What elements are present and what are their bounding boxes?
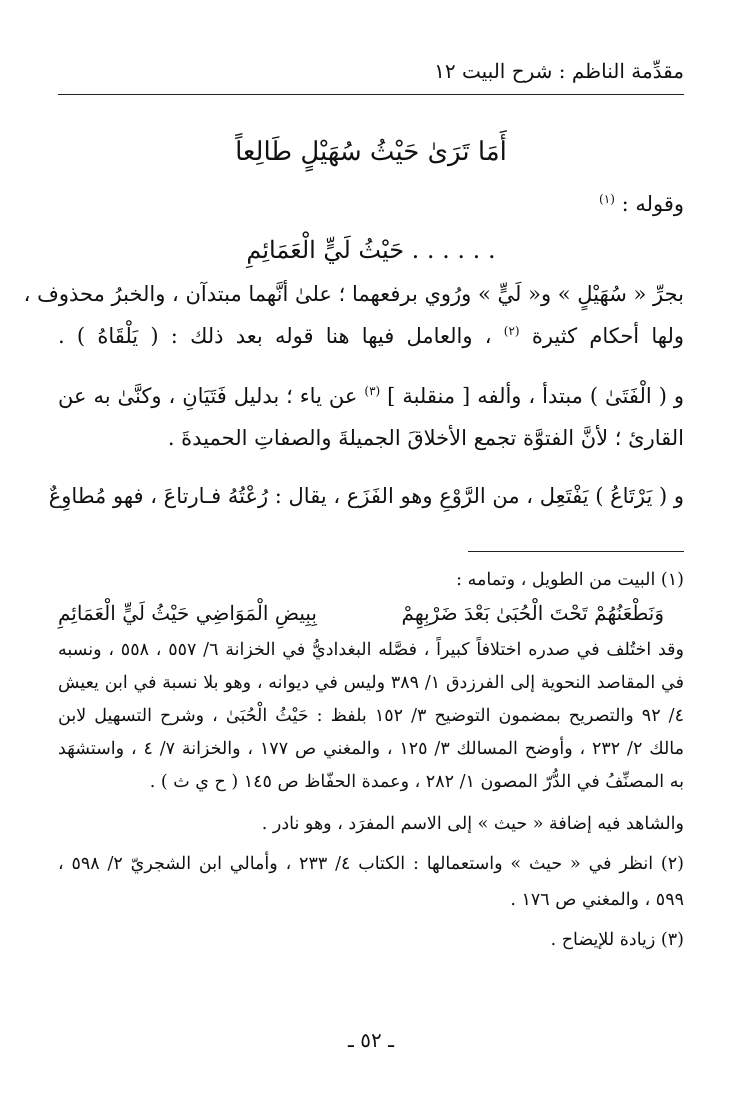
running-header: مقدِّمة الناظم : شرح البيت ١٢ — [434, 59, 684, 83]
footnote-line: ٤/ ٩٢ والتصريح بمضمون التوضيح ٣/ ١٥٢ بلفظ : حَيْثُ الْحُبَىٰ ، وشرح التسهيل لابن — [58, 706, 684, 726]
page-number: ـ ٥٢ ـ — [348, 1028, 394, 1052]
paragraph-line: بجرِّ « سُهَيْلٍ » و« لَيٍّ » ورُوي برفعهما ؛ علىٰ أنَّهما مبتدآن ، والخبرُ محذوف ، — [23, 282, 684, 306]
footnote-ref-1: (١) — [599, 192, 615, 206]
footnote-3: (٣) زيادة للإيضاح . — [550, 930, 684, 950]
verse-quote: أَمَا تَرَىٰ حَيْثُ سُهَيْلٍ طَالِعاً — [235, 137, 507, 167]
footnote-ref-2: (٢) — [503, 324, 520, 338]
header-rule — [58, 94, 684, 95]
line-qawluhu — [58, 186, 684, 222]
text-segment: عن ياء ؛ بدليل فَتَيَانِ ، وكنَّىٰ به عن — [58, 384, 358, 408]
verse-fragment: . . . . . . حَيْثُ لَيٍّ الْعَمَائِمِ — [246, 236, 496, 264]
paragraph-line: و ( يَرْتَاعُ ) يَفْتَعِل ، من الرَّوْعِ وهو الفَزَع ، يقال : رُعْتُهُ فـارتاعَ ، فهو مُطاوِعٌ — [48, 484, 684, 508]
footnote-ref-3: (٣) — [364, 384, 381, 398]
footnote-2: (٢) انظر في « حيث » واستعمالها : الكتاب ٤/ ٢٣٣ ، وأمالي ابن الشجريّ ٢/ ٥٩٨ ، — [58, 854, 684, 874]
book-page — [23, 0, 684, 1103]
footnote-line: في المقاصد النحوية إلى الفرزدق ١/ ٣٨٩ وليس في ديوانه ، وهو بلا نسبة في ابن يعيش — [58, 673, 684, 693]
footnote-2-cont: ٥٩٩ ، والمغني ص ١٧٦ . — [510, 890, 684, 910]
qawluhu-text: وقوله : — [621, 192, 684, 216]
paragraph-line: القارئ ؛ لأنَّ الفتوَّة تجمع الأخلاقَ الجميلةَ والصفاتِ الحميدةَ . — [167, 426, 684, 450]
paragraph-line — [58, 378, 684, 414]
text-segment: و ( الْفَتَىٰ ) مبتدأ ، وألفه [ منقلبة ] — [387, 384, 684, 408]
footnote-line: وقد اختُلف في صدره اختلافاً كبيراً ، فصَّله البغداديُّ في الخزانة ٦/ ٥٥٧ ، ٥٥٨ ، ونسبه — [58, 640, 684, 660]
text-segment: ، والعامل فيها هنا قوله بعد ذلك : ( يَلْقَاهُ ) . — [58, 324, 492, 348]
footnote-line: والشاهد فيه إضافة « حيث » إلى الاسم المفرَد ، وهو نادر . — [261, 814, 684, 834]
footnote-line: به المصنِّفُ في الدُّرّ المصون ١/ ٢٨٢ ، وعمدة الحفّاظ ص ١٤٥ ( ح ي ث ) . — [149, 772, 684, 792]
footnote-1-intro: (١) البيت من الطويل ، وتمامه : — [456, 570, 684, 590]
footnote-rule — [468, 551, 684, 552]
footnote-line: مالك ٢/ ٢٣٢ ، وأوضح المسالك ٣/ ١٢٥ ، والمغني ص ١٧٧ ، والخزانة ٧/ ٤ ، واستشهَد — [58, 739, 684, 759]
paragraph-line — [58, 318, 684, 354]
verse-hemistich-right: وَنَطْعَنُهُمْ تَحْتَ الْحُبَىٰ بَعْدَ ضَرْبِهِمْ — [401, 601, 664, 625]
verse-hemistich-left: بِبِيضِ الْمَوَاضِي حَيْثُ لَيٍّ الْعَمَائِمِ — [58, 601, 317, 625]
text-segment: ولها أحكام كثيرة — [531, 324, 684, 348]
